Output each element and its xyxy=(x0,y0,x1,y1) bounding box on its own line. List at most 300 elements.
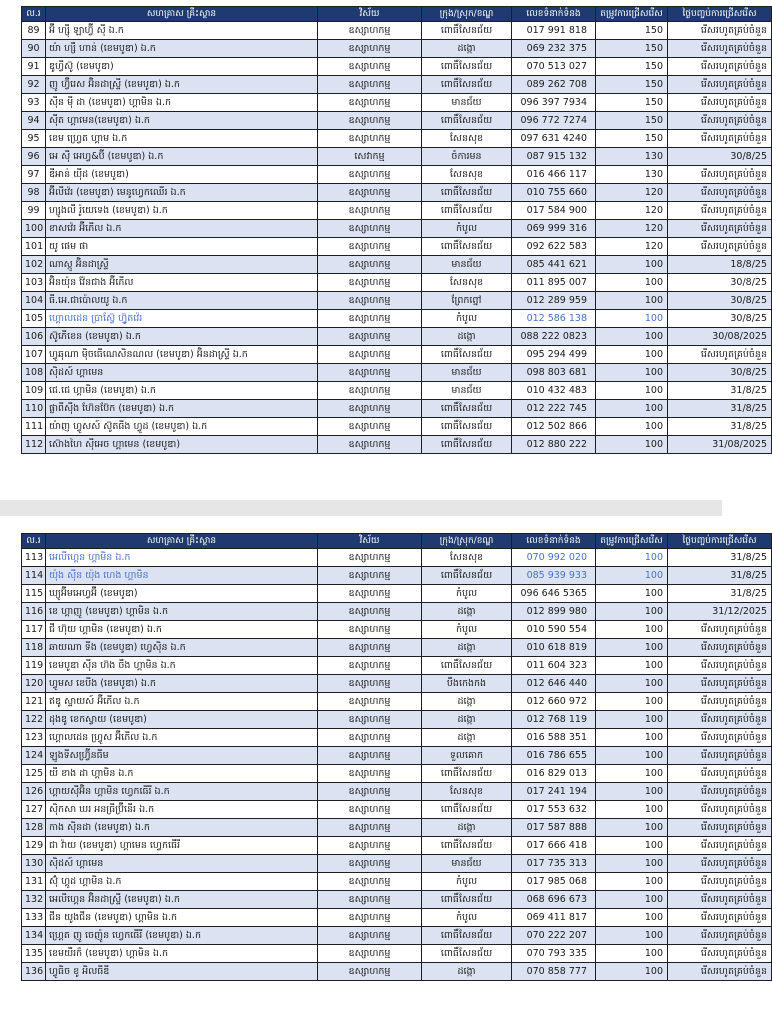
cell-district: ដង្កោ xyxy=(422,693,512,711)
cell-recruit-quota: 100 xyxy=(596,873,668,891)
cell-recruit-quota: 100 xyxy=(596,567,668,585)
table-row xyxy=(22,112,772,130)
cell-sector: ឧស្សាហកម្ម xyxy=(318,382,422,400)
cell-deadline: រើសរហូតគ្រប់ចំនួន xyxy=(668,639,772,657)
cell-deadline: 31/08/2025 xyxy=(668,436,772,454)
cell-deadline: រើសរហូតគ្រប់ចំនួន xyxy=(668,184,772,202)
cell-recruit-quota: 100 xyxy=(596,292,668,310)
table-row xyxy=(22,711,772,729)
cell-company-name: ហ្សូងលី រ៉ូយេទេង (ខេមបូឌា) ឯ.ក xyxy=(46,202,318,220)
cell-district: ដង្កោ xyxy=(422,729,512,747)
cell-deadline: រើសរហូតគ្រប់ចំនួន xyxy=(668,765,772,783)
cell-deadline: រើសរហូតគ្រប់ចំនួន xyxy=(668,130,772,148)
cell-district: ដង្កោ xyxy=(422,963,512,981)
table-row xyxy=(22,148,772,166)
cell-phone-number: 012 289 959 xyxy=(512,292,596,310)
cell-row-number: 115 xyxy=(22,585,46,603)
cell-recruit-quota: 100 xyxy=(596,891,668,909)
cell-row-number: 127 xyxy=(22,801,46,819)
cell-sector: សេវាកម្ម xyxy=(318,148,422,166)
cell-deadline: រើសរហូតគ្រប់ចំនួន xyxy=(668,891,772,909)
cell-deadline: រើសរហូតគ្រប់ចំនួន xyxy=(668,927,772,945)
cell-sector: ឧស្សាហកម្ម xyxy=(318,76,422,94)
cell-row-number: 104 xyxy=(22,292,46,310)
cell-recruit-quota: 120 xyxy=(596,202,668,220)
cell-sector: ឧស្សាហកម្ម xyxy=(318,567,422,585)
header-no: ល.រ xyxy=(22,534,46,549)
cell-district: ដង្កោ xyxy=(422,40,512,58)
cell-district: ពោធិ៍សែនជ័យ xyxy=(422,891,512,909)
cell-sector: ឧស្សាហកម្ម xyxy=(318,693,422,711)
cell-row-number: 112 xyxy=(22,436,46,454)
cell-sector: ឧស្សាហកម្ម xyxy=(318,40,422,58)
cell-deadline: រើសរហូតគ្រប់ចំនួន xyxy=(668,945,772,963)
cell-company-name: ហ្គាយស៊ីអ៊ិន ហ្គាមិន ហ្វេកធើរី ឯ.ក xyxy=(46,783,318,801)
cell-deadline: 31/12/2025 xyxy=(668,603,772,621)
cell-row-number: 92 xyxy=(22,76,46,94)
cell-phone-number: 016 466 117 xyxy=(512,166,596,184)
cell-deadline: 30/08/2025 xyxy=(668,328,772,346)
cell-company-name: ស៊ីន ម៉ី ដា (ខេមបូឌា) ហ្គាមិន ឯ.ក xyxy=(46,94,318,112)
cell-sector: ឧស្សាហកម្ម xyxy=(318,909,422,927)
cell-recruit-quota: 100 xyxy=(596,382,668,400)
cell-deadline: រើសរហូតគ្រប់ចំនួន xyxy=(668,729,772,747)
cell-row-number: 106 xyxy=(22,328,46,346)
cell-sector: ឧស្សាហកម្ម xyxy=(318,765,422,783)
cell-phone-number: 017 666 418 xyxy=(512,837,596,855)
cell-deadline: 31/8/25 xyxy=(668,549,772,567)
cell-deadline: រើសរហូតគ្រប់ចំនួន xyxy=(668,346,772,364)
cell-sector: ឧស្សាហកម្ម xyxy=(318,585,422,603)
table-row xyxy=(22,621,772,639)
cell-district: ពោធិ៍សែនជ័យ xyxy=(422,112,512,130)
cell-row-number: 98 xyxy=(22,184,46,202)
header-deadline: ថ្ងៃបញ្ចប់ការជ្រើសរើស xyxy=(668,7,772,22)
cell-deadline: 31/8/25 xyxy=(668,382,772,400)
cell-recruit-quota: 150 xyxy=(596,94,668,112)
cell-deadline: រើសរហូតគ្រប់ចំនួន xyxy=(668,22,772,40)
cell-company-name: ស៊ុំ ហ្គូដ ហ្គាមិន ឯ.ក xyxy=(46,873,318,891)
cell-district: ព្រែកព្នៅ xyxy=(422,292,512,310)
header-quota: តម្រូវការជ្រើសរើស xyxy=(596,534,668,549)
cell-phone-number: 017 553 632 xyxy=(512,801,596,819)
cell-district: ពោធិ៍សែនជ័យ xyxy=(422,346,512,364)
header-district: ក្រុង/ស្រុក/ខណ្ឌ xyxy=(422,7,512,22)
cell-sector: ឧស្សាហកម្ម xyxy=(318,400,422,418)
cell-district: ដង្កោ xyxy=(422,639,512,657)
header-district: ក្រុង/ស្រុក/ខណ្ឌ xyxy=(422,534,512,549)
cell-district: ដង្កោ xyxy=(422,328,512,346)
cell-recruit-quota: 100 xyxy=(596,418,668,436)
header-no: ល.រ xyxy=(22,7,46,22)
recruitment-table-page-2 xyxy=(21,533,772,981)
table-row xyxy=(22,693,772,711)
cell-district: សែនសុខ xyxy=(422,166,512,184)
cell-phone-number: 016 786 655 xyxy=(512,747,596,765)
cell-recruit-quota: 100 xyxy=(596,364,668,382)
cell-sector: ឧស្សាហកម្ម xyxy=(318,220,422,238)
cell-deadline: រើសរហូតគ្រប់ចំនួន xyxy=(668,747,772,765)
table-row xyxy=(22,963,772,981)
cell-district: កំបូល xyxy=(422,621,512,639)
table-row xyxy=(22,603,772,621)
table-row xyxy=(22,891,772,909)
cell-row-number: 131 xyxy=(22,873,46,891)
cell-sector: ឧស្សាហកម្ម xyxy=(318,184,422,202)
cell-row-number: 111 xyxy=(22,418,46,436)
table-row xyxy=(22,657,772,675)
cell-deadline: រើសរហូតគ្រប់ចំនួន xyxy=(668,76,772,94)
cell-deadline: រើសរហូតគ្រប់ចំនួន xyxy=(668,837,772,855)
cell-district: ពោធិ៍សែនជ័យ xyxy=(422,657,512,675)
cell-deadline: រើសរហូតគ្រប់ចំនួន xyxy=(668,58,772,76)
cell-row-number: 134 xyxy=(22,927,46,945)
table-row xyxy=(22,927,772,945)
cell-deadline: រើសរហូតគ្រប់ចំនួន xyxy=(668,94,772,112)
table-row xyxy=(22,855,772,873)
cell-recruit-quota: 120 xyxy=(596,184,668,202)
table-row xyxy=(22,310,772,328)
table-row xyxy=(22,202,772,220)
table-row xyxy=(22,22,772,40)
cell-sector: ឧស្សាហកម្ម xyxy=(318,837,422,855)
table-row xyxy=(22,909,772,927)
cell-recruit-quota: 100 xyxy=(596,945,668,963)
cell-company-name: ស៊ោងហៃ ស៊ីអេច ហ្គាមេន (ខេមបូឌា) xyxy=(46,436,318,454)
cell-company-name: ហ្គោលដេន ប្រាស្វ៊ែ ហ្វ៊ូតវ៉េរ xyxy=(46,310,318,328)
cell-district: សែនសុខ xyxy=(422,783,512,801)
cell-sector: ឧស្សាហកម្ម xyxy=(318,94,422,112)
cell-recruit-quota: 100 xyxy=(596,675,668,693)
cell-row-number: 133 xyxy=(22,909,46,927)
cell-sector: ឧស្សាហកម្ម xyxy=(318,436,422,454)
cell-company-name: អេ ស៊ី អេហ្វ&ប៊ី (ខេមបូឌា) ឯ.ក xyxy=(46,148,318,166)
cell-phone-number: 070 513 027 xyxy=(512,58,596,76)
cell-row-number: 89 xyxy=(22,22,46,40)
cell-row-number: 124 xyxy=(22,747,46,765)
cell-district: ពោធិ៍សែនជ័យ xyxy=(422,837,512,855)
cell-district: ពោធិ៍សែនជ័យ xyxy=(422,184,512,202)
cell-district: កំបូល xyxy=(422,310,512,328)
cell-company-name: ស៊ូភើខេន (ខេមបូឌា) ឯ.ក xyxy=(46,328,318,346)
cell-recruit-quota: 100 xyxy=(596,310,668,328)
cell-row-number: 97 xyxy=(22,166,46,184)
cell-district: ពោធិ៍សែនជ័យ xyxy=(422,418,512,436)
cell-sector: ឧស្សាហកម្ម xyxy=(318,274,422,292)
cell-phone-number: 070 992 020 xyxy=(512,549,596,567)
cell-company-name: ដុងឌូ ខេកស្វាយ (ខេមបូឌា) xyxy=(46,711,318,729)
cell-recruit-quota: 130 xyxy=(596,166,668,184)
table-row xyxy=(22,873,772,891)
cell-company-name: ហ្វូមស ខេបីង (ខេមបូឌា) ឯ.ក xyxy=(46,675,318,693)
cell-sector: ឧស្សាហកម្ម xyxy=(318,873,422,891)
cell-row-number: 114 xyxy=(22,567,46,585)
cell-company-name: ហ្វូធិច ខូ អិលធីឌី xyxy=(46,963,318,981)
cell-row-number: 120 xyxy=(22,675,46,693)
cell-company-name: កាង ស៊ិនដា (ខេមបូឌា) ឯ.ក xyxy=(46,819,318,837)
header-company: សហគ្រាស គ្រឹះស្ថាន xyxy=(46,534,318,549)
cell-phone-number: 070 222 207 xyxy=(512,927,596,945)
cell-phone-number: 010 432 483 xyxy=(512,382,596,400)
cell-district: បឹងកេងកង xyxy=(422,675,512,693)
cell-district: ពោធិ៍សែនជ័យ xyxy=(422,22,512,40)
table-row xyxy=(22,40,772,58)
cell-row-number: 103 xyxy=(22,274,46,292)
cell-sector: ឧស្សាហកម្ម xyxy=(318,675,422,693)
cell-row-number: 118 xyxy=(22,639,46,657)
cell-recruit-quota: 100 xyxy=(596,783,668,801)
cell-sector: ឧស្សាហកម្ម xyxy=(318,621,422,639)
table-row xyxy=(22,400,772,418)
cell-district: ដង្កោ xyxy=(422,603,512,621)
cell-recruit-quota: 120 xyxy=(596,220,668,238)
cell-district: ទួលគោក xyxy=(422,747,512,765)
cell-recruit-quota: 150 xyxy=(596,76,668,94)
table-row xyxy=(22,166,772,184)
cell-sector: ឧស្សាហកម្ម xyxy=(318,22,422,40)
document-page-2 xyxy=(0,516,767,1024)
cell-phone-number: 085 939 933 xyxy=(512,567,596,585)
cell-company-name: ស៊ីត ហ្គាមេន(ខេមបូឌា) ឯ.ក xyxy=(46,112,318,130)
header-sector: វិស័យ xyxy=(318,534,422,549)
cell-company-name: យ៉ាញ ហ្វូសស៍ ស៊ូតធីង ហ្វូដ (ខេមបូឌា) ឯ.ក xyxy=(46,418,318,436)
cell-phone-number: 010 618 819 xyxy=(512,639,596,657)
cell-sector: ឧស្សាហកម្ម xyxy=(318,657,422,675)
table-row xyxy=(22,765,772,783)
cell-recruit-quota: 100 xyxy=(596,909,668,927)
cell-deadline: រើសរហូតគ្រប់ចំនួន xyxy=(668,711,772,729)
cell-phone-number: 096 397 7934 xyxy=(512,94,596,112)
cell-company-name: ផ្លាពីស៊ីង ហ៊ែនប៊ែក (ខេមបូឌា) ឯ.ក xyxy=(46,400,318,418)
cell-deadline: 18/8/25 xyxy=(668,256,772,274)
header-phone: លេខទំនាក់ទំនង xyxy=(512,534,596,549)
cell-row-number: 93 xyxy=(22,94,46,112)
table-row xyxy=(22,549,772,567)
cell-row-number: 122 xyxy=(22,711,46,729)
cell-sector: ឧស្សាហកម្ម xyxy=(318,310,422,328)
recruitment-table-page-1 xyxy=(21,6,772,454)
cell-row-number: 100 xyxy=(22,220,46,238)
cell-company-name: អ៊ិនយ៉ុន វ៉ែនជាង អ៊ីភើល xyxy=(46,274,318,292)
cell-phone-number: 017 587 888 xyxy=(512,819,596,837)
cell-company-name: ជា វ៉ាយ (ខេមបូឌា) ហ្គាមេន ហ្វេកធើរី xyxy=(46,837,318,855)
cell-row-number: 123 xyxy=(22,729,46,747)
cell-deadline: រើសរហូតគ្រប់ចំនួន xyxy=(668,675,772,693)
table-row xyxy=(22,747,772,765)
cell-row-number: 136 xyxy=(22,963,46,981)
cell-district: មានជ័យ xyxy=(422,382,512,400)
cell-phone-number: 016 829 013 xyxy=(512,765,596,783)
cell-deadline: រើសរហូតគ្រប់ចំនួន xyxy=(668,112,772,130)
cell-phone-number: 011 604 323 xyxy=(512,657,596,675)
cell-district: មានជ័យ xyxy=(422,364,512,382)
cell-phone-number: 069 232 375 xyxy=(512,40,596,58)
cell-district: មានជ័យ xyxy=(422,256,512,274)
table-row xyxy=(22,274,772,292)
cell-sector: ឧស្សាហកម្ម xyxy=(318,855,422,873)
cell-sector: ឧស្សាហកម្ម xyxy=(318,729,422,747)
cell-phone-number: 070 793 335 xyxy=(512,945,596,963)
cell-company-name: ស៊ិកសា ឃរ អនធ្រីប្រ៊ីនើរ ឯ.ក xyxy=(46,801,318,819)
table-row xyxy=(22,364,772,382)
cell-recruit-quota: 100 xyxy=(596,639,668,657)
cell-company-name: ហ្វូឆុណា ម៉ិចធើណេសិនណល (ខេមបូឌា) អ៊ិនដាស្ទ្រី ឯ.ក xyxy=(46,346,318,364)
cell-row-number: 128 xyxy=(22,819,46,837)
cell-row-number: 107 xyxy=(22,346,46,364)
cell-row-number: 117 xyxy=(22,621,46,639)
table-row xyxy=(22,585,772,603)
cell-district: ពោធិ៍សែនជ័យ xyxy=(422,927,512,945)
cell-phone-number: 012 222 745 xyxy=(512,400,596,418)
cell-phone-number: 068 696 673 xyxy=(512,891,596,909)
cell-recruit-quota: 100 xyxy=(596,837,668,855)
cell-sector: ឧស្សាហកម្ម xyxy=(318,711,422,729)
cell-sector: ឧស្សាហកម្ម xyxy=(318,549,422,567)
cell-district: ពោធិ៍សែនជ័យ xyxy=(422,58,512,76)
cell-recruit-quota: 100 xyxy=(596,711,668,729)
cell-phone-number: 017 584 900 xyxy=(512,202,596,220)
cell-phone-number: 012 586 138 xyxy=(512,310,596,328)
cell-company-name: យ៉ុង ស៊ីន យ៉ុង ហេង ហ្គាមិន xyxy=(46,567,318,585)
cell-deadline: 31/8/25 xyxy=(668,418,772,436)
cell-phone-number: 087 915 132 xyxy=(512,148,596,166)
cell-row-number: 101 xyxy=(22,238,46,256)
cell-recruit-quota: 100 xyxy=(596,328,668,346)
cell-phone-number: 096 646 5365 xyxy=(512,585,596,603)
cell-row-number: 90 xyxy=(22,40,46,58)
table-row xyxy=(22,567,772,585)
cell-row-number: 116 xyxy=(22,603,46,621)
cell-row-number: 129 xyxy=(22,837,46,855)
cell-row-number: 99 xyxy=(22,202,46,220)
table-row xyxy=(22,256,772,274)
cell-deadline: 30/8/25 xyxy=(668,274,772,292)
table-row xyxy=(22,639,772,657)
cell-deadline: 31/8/25 xyxy=(668,400,772,418)
cell-recruit-quota: 100 xyxy=(596,729,668,747)
cell-row-number: 135 xyxy=(22,945,46,963)
table-row xyxy=(22,220,772,238)
cell-sector: ឧស្សាហកម្ម xyxy=(318,819,422,837)
page-separator xyxy=(0,500,722,516)
table-row xyxy=(22,130,772,148)
cell-company-name: ហ្គ្រេត ញូ ចេញ៉ូន ហ្វេកធើរី (ខេមបូឌា) ឯ.ក xyxy=(46,927,318,945)
cell-recruit-quota: 100 xyxy=(596,693,668,711)
cell-deadline: រើសរហូតគ្រប់ចំនួន xyxy=(668,783,772,801)
cell-company-name: យី ខាង ដា ហ្គាមិន ឯ.ក xyxy=(46,765,318,783)
cell-company-name: ខេមបូឌា ស៊ីន ហ៊ង ចឹង ហ្គាមិន ឯ.ក xyxy=(46,657,318,675)
cell-deadline: 30/8/25 xyxy=(668,364,772,382)
table-row xyxy=(22,184,772,202)
cell-recruit-quota: 100 xyxy=(596,603,668,621)
table-header-row xyxy=(22,7,772,22)
cell-district: សែនសុខ xyxy=(422,130,512,148)
cell-district: កំបូល xyxy=(422,909,512,927)
cell-phone-number: 088 222 0823 xyxy=(512,328,596,346)
cell-company-name: ឡូងទីសហ្វ្រ៊ីនធីម xyxy=(46,747,318,765)
cell-recruit-quota: 150 xyxy=(596,22,668,40)
table-row xyxy=(22,238,772,256)
cell-recruit-quota: 150 xyxy=(596,130,668,148)
table-row xyxy=(22,328,772,346)
cell-company-name: ហ្គោលដេន ហ្វ្រូស អ៊ីភើល ឯ.ក xyxy=(46,729,318,747)
cell-company-name: ខេម ហ្វ្រេត ហ្គាម ឯ.ក xyxy=(46,130,318,148)
cell-company-name: ធី.អេ.ជាប៉ោលយូ ឯ.ក xyxy=(46,292,318,310)
cell-phone-number: 017 735 313 xyxy=(512,855,596,873)
cell-company-name: អ៊ីលីវ៉េរ (ខេមបូឌា) មេនូហ្វេកឈើរ ឯ.ក xyxy=(46,184,318,202)
cell-phone-number: 069 999 316 xyxy=(512,220,596,238)
cell-deadline: រើសរហូតគ្រប់ចំនួន xyxy=(668,873,772,891)
cell-deadline: 31/8/25 xyxy=(668,585,772,603)
cell-row-number: 110 xyxy=(22,400,46,418)
cell-recruit-quota: 100 xyxy=(596,585,668,603)
cell-recruit-quota: 100 xyxy=(596,436,668,454)
cell-phone-number: 012 899 980 xyxy=(512,603,596,621)
cell-row-number: 105 xyxy=(22,310,46,328)
header-sector: វិស័យ xyxy=(318,7,422,22)
cell-deadline: រើសរហូតគ្រប់ចំនួន xyxy=(668,621,772,639)
cell-deadline: រើសរហូតគ្រប់ចំនួន xyxy=(668,657,772,675)
cell-recruit-quota: 100 xyxy=(596,346,668,364)
cell-row-number: 108 xyxy=(22,364,46,382)
cell-recruit-quota: 100 xyxy=(596,927,668,945)
cell-row-number: 126 xyxy=(22,783,46,801)
table-row xyxy=(22,783,772,801)
cell-phone-number: 097 631 4240 xyxy=(512,130,596,148)
cell-sector: ឧស្សាហកម្ម xyxy=(318,418,422,436)
cell-phone-number: 017 991 818 xyxy=(512,22,596,40)
cell-deadline: រើសរហូតគ្រប់ចំនួន xyxy=(668,801,772,819)
table-row xyxy=(22,675,772,693)
cell-phone-number: 012 646 440 xyxy=(512,675,596,693)
cell-phone-number: 012 880 222 xyxy=(512,436,596,454)
cell-company-name: ស៊ិដស៍ ហ្គាមេន xyxy=(46,364,318,382)
cell-recruit-quota: 100 xyxy=(596,621,668,639)
table-row xyxy=(22,346,772,364)
cell-row-number: 132 xyxy=(22,891,46,909)
cell-phone-number: 098 803 681 xyxy=(512,364,596,382)
table-row xyxy=(22,801,772,819)
cell-phone-number: 095 294 499 xyxy=(512,346,596,364)
cell-deadline: 30/8/25 xyxy=(668,310,772,328)
cell-deadline: រើសរហូតគ្រប់ចំនួន xyxy=(668,40,772,58)
cell-company-name: ណាស្កូ អ៊ិនដាស្ទ្រី xyxy=(46,256,318,274)
cell-company-name: យ៉ា ហ្សឺ ហាន់ (ខេមបូឌា) ឯ.ក xyxy=(46,40,318,58)
cell-sector: ឧស្សាហកម្ម xyxy=(318,58,422,76)
cell-phone-number: 017 985 068 xyxy=(512,873,596,891)
table-row xyxy=(22,292,772,310)
cell-sector: ឧស្សាហកម្ម xyxy=(318,747,422,765)
cell-district: ពោធិ៍សែនជ័យ xyxy=(422,567,512,585)
cell-company-name: ឃ្យូអ៊ីមអេហ្វអ៊ី (ខេមបូឌា) xyxy=(46,585,318,603)
cell-company-name: ឌីអាន់ យ៉ីដ (ខេមបូឌា) xyxy=(46,166,318,184)
cell-sector: ឧស្សាហកម្ម xyxy=(318,927,422,945)
table-row xyxy=(22,94,772,112)
cell-recruit-quota: 100 xyxy=(596,400,668,418)
cell-row-number: 125 xyxy=(22,765,46,783)
cell-district: ដង្កោ xyxy=(422,711,512,729)
cell-phone-number: 089 262 708 xyxy=(512,76,596,94)
cell-sector: ឧស្សាហកម្ម xyxy=(318,256,422,274)
cell-district: ចំការមន xyxy=(422,148,512,166)
cell-company-name: ឌូហ្វីស៊ូ (ខេមបូឌា) xyxy=(46,58,318,76)
cell-recruit-quota: 130 xyxy=(596,148,668,166)
cell-recruit-quota: 120 xyxy=(596,238,668,256)
cell-phone-number: 010 590 554 xyxy=(512,621,596,639)
cell-sector: ឧស្សាហកម្ម xyxy=(318,166,422,184)
table-row xyxy=(22,382,772,400)
cell-row-number: 95 xyxy=(22,130,46,148)
